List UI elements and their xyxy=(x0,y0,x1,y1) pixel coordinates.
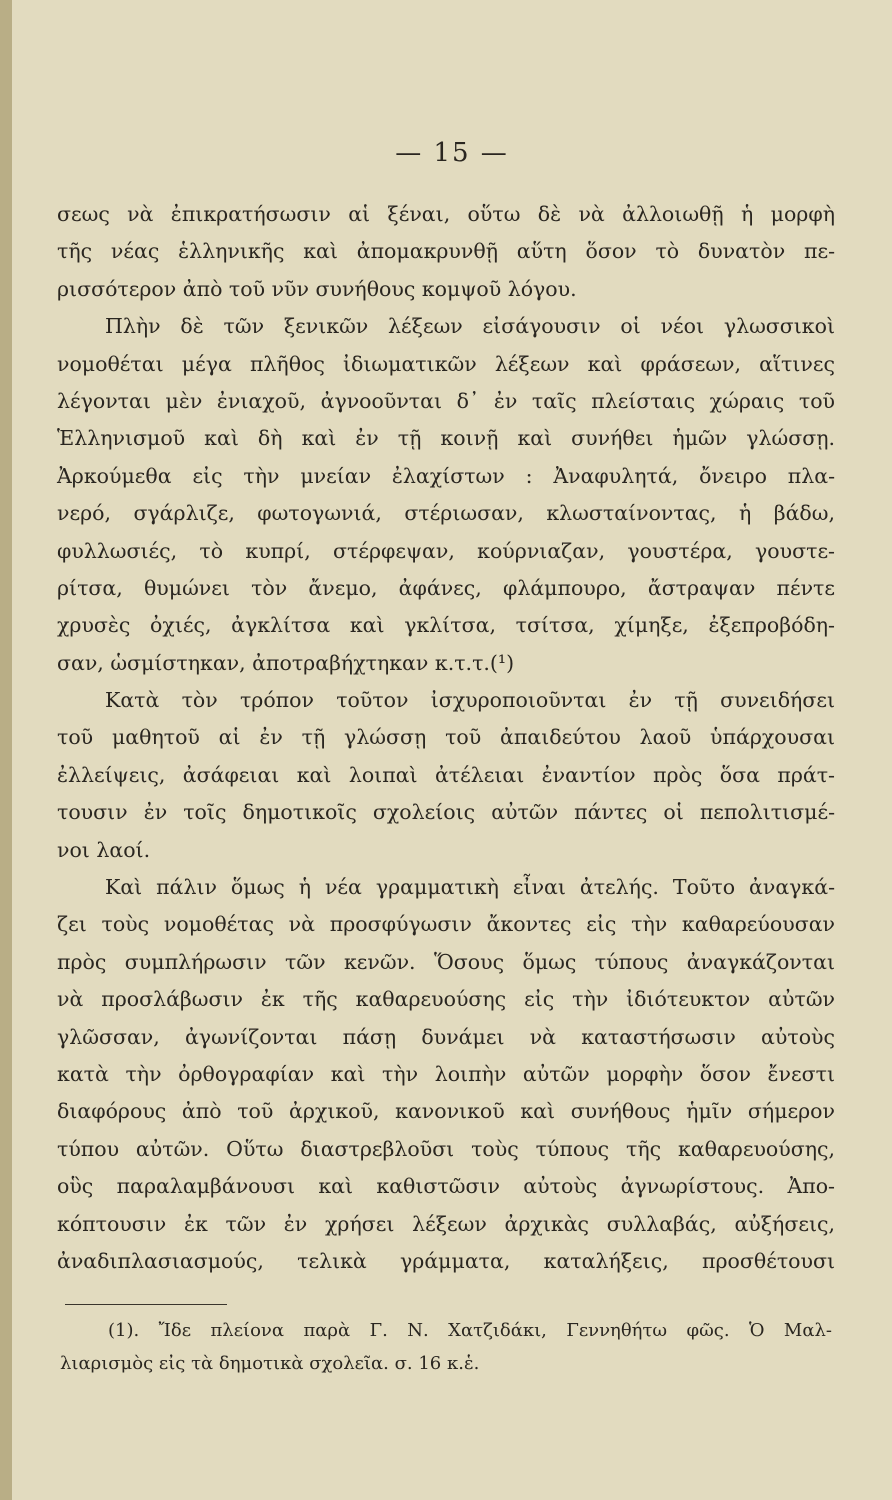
text-line: τοῦ μαθητοῦ αἱ ἐν τῇ γλώσσῃ τοῦ ἀπαιδεύτου λαοῦ ὑπάρχουσαι xyxy=(57,725,835,750)
text-line: κόπτουσιν ἐκ τῶν ἐν χρήσει λέξεων ἀρχικὰς συλλαβάς, αὐξήσεις, xyxy=(57,1211,835,1236)
text-line: τύπου αὐτῶν. Οὕτω διαστρεβλοῦσι τοὺς τύπους τῆς καθαρευούσης, xyxy=(57,1136,835,1161)
paragraph-start-line: Καὶ πάλιν ὅμως ἡ νέα γραμματικὴ εἶναι ἀτελής. Τοῦτο ἀναγκά- xyxy=(105,875,835,900)
text-line: ἀναδιπλασιασμούς, τελικὰ γράμματα, καταλήξεις, προσθέτουσι xyxy=(57,1248,835,1273)
text-line: φυλλωσιές, τὸ κυπρί, στέρφεψαν, κούρνιαζαν, γουστέρα, γουστε- xyxy=(57,538,835,563)
text-line: νομοθέται μέγα πλῆθος ἰδιωματικῶν λέξεων καὶ φράσεων, αἵτινες xyxy=(57,351,835,376)
text-line: χρυσὲς ὀχιές, ἀγκλίτσα καὶ γκλίτσα, τσίτσα, χίμηξε, ἐξεπροβόδη- xyxy=(57,613,835,638)
text-line: λέγονται μὲν ἐνιαχοῦ, ἀγνοοῦνται δ᾽ ἐν ταῖς πλείσταις χώραις τοῦ xyxy=(57,388,835,413)
text-line: τῆς νέας ἑλληνικῆς καὶ ἀπομακρυνθῇ αὕτη ὅσον τὸ δυνατὸν πε- xyxy=(57,239,835,264)
page-number: — 15 — xyxy=(395,138,509,168)
footnote-divider xyxy=(65,1304,227,1305)
text-line: ρισσότερον ἀπὸ τοῦ νῦν συνήθους κομψοῦ λόγου. xyxy=(57,276,577,301)
text-line: Ἑλληνισμοῦ καὶ δὴ καὶ ἐν τῇ κοινῇ καὶ συνήθει ἡμῶν γλώσσῃ. xyxy=(57,426,835,451)
paragraph-start-line: Κατὰ τὸν τρόπον τοῦτον ἰσχυροποιοῦνται ἐν τῇ συνειδήσει xyxy=(105,688,835,713)
text-line: Ἀρκούμεθα εἰς τὴν μνείαν ἐλαχίστων : Ἀναφυλητά, ὄνειρο πλα- xyxy=(57,463,835,488)
text-line: σαν, ὡσμίστηκαν, ἀποτραβήχτηκαν κ.τ.τ.(¹) xyxy=(57,650,515,675)
text-line: ζει τοὺς νομοθέτας νὰ προσφύγωσιν ἄκοντες εἰς τὴν καθαρεύουσαν xyxy=(57,912,835,937)
text-line: νοι λαοί. xyxy=(57,837,151,862)
footnotes xyxy=(60,1314,832,1380)
text-line: σεως νὰ ἐπικρατήσωσιν αἱ ξέναι, οὕτω δὲ νὰ ἀλλοιωθῇ ἡ μορφὴ xyxy=(57,202,835,226)
text-line: γλῶσσαν, ἀγωνίζονται πάσῃ δυνάμει νὰ καταστήσωσιν αὐτοὺς xyxy=(57,1024,835,1049)
footnote-line: (1). Ἴδε πλείονα παρὰ Γ. Ν. Χατζιδάκι, Γεννηθήτω φῶς. Ὁ Μαλ- xyxy=(108,1320,832,1341)
book-page xyxy=(12,0,892,1500)
text-line: πρὸς συμπλήρωσιν τῶν κενῶν. Ὅσους ὅμως τύπους ἀναγκάζονται xyxy=(57,949,835,974)
text-line: νὰ προσλάβωσιν ἐκ τῆς καθαρευούσης εἰς τὴν ἰδιότευκτον αὐτῶν xyxy=(57,987,835,1012)
text-line: τουσιν ἐν τοῖς δημοτικοῖς σχολείοις αὐτῶν πάντες οἱ πεπολιτισμέ- xyxy=(57,800,835,825)
text-line: κατὰ τὴν ὀρθογραφίαν καὶ τὴν λοιπὴν αὐτῶν μορφὴν ὅσον ἔνεστι xyxy=(57,1061,835,1086)
text-line: νερό, σγάρλιζε, φωτογωνιά, στέριωσαν, κλωσταίνοντας, ἡ βάδω, xyxy=(57,501,835,526)
text-line: οὓς παραλαμβάνουσι καὶ καθιστῶσιν αὐτοὺς ἀγνωρίστους. Ἀπο- xyxy=(57,1174,835,1199)
body-text xyxy=(57,196,835,1280)
text-line: ἐλλείψεις, ἀσάφειαι καὶ λοιπαὶ ἀτέλειαι ἐναντίον πρὸς ὅσα πράτ- xyxy=(57,762,835,787)
text-line: ρίτσα, θυμώνει τὸν ἄνεμο, ἀφάνες, φλάμπουρο, ἄστραψαν πέντε xyxy=(57,575,835,600)
footnote-line: λιαρισμὸς εἰς τὰ δημοτικὰ σχολεῖα. σ. 16 κ.ἑ. xyxy=(60,1353,480,1374)
text-line: διαφόρους ἀπὸ τοῦ ἀρχικοῦ, κανονικοῦ καὶ συνήθους ἡμῖν σήμερον xyxy=(57,1099,835,1124)
paragraph-start-line: Πλὴν δὲ τῶν ξενικῶν λέξεων εἰσάγουσιν οἱ νέοι γλωσσικοὶ xyxy=(105,314,835,339)
